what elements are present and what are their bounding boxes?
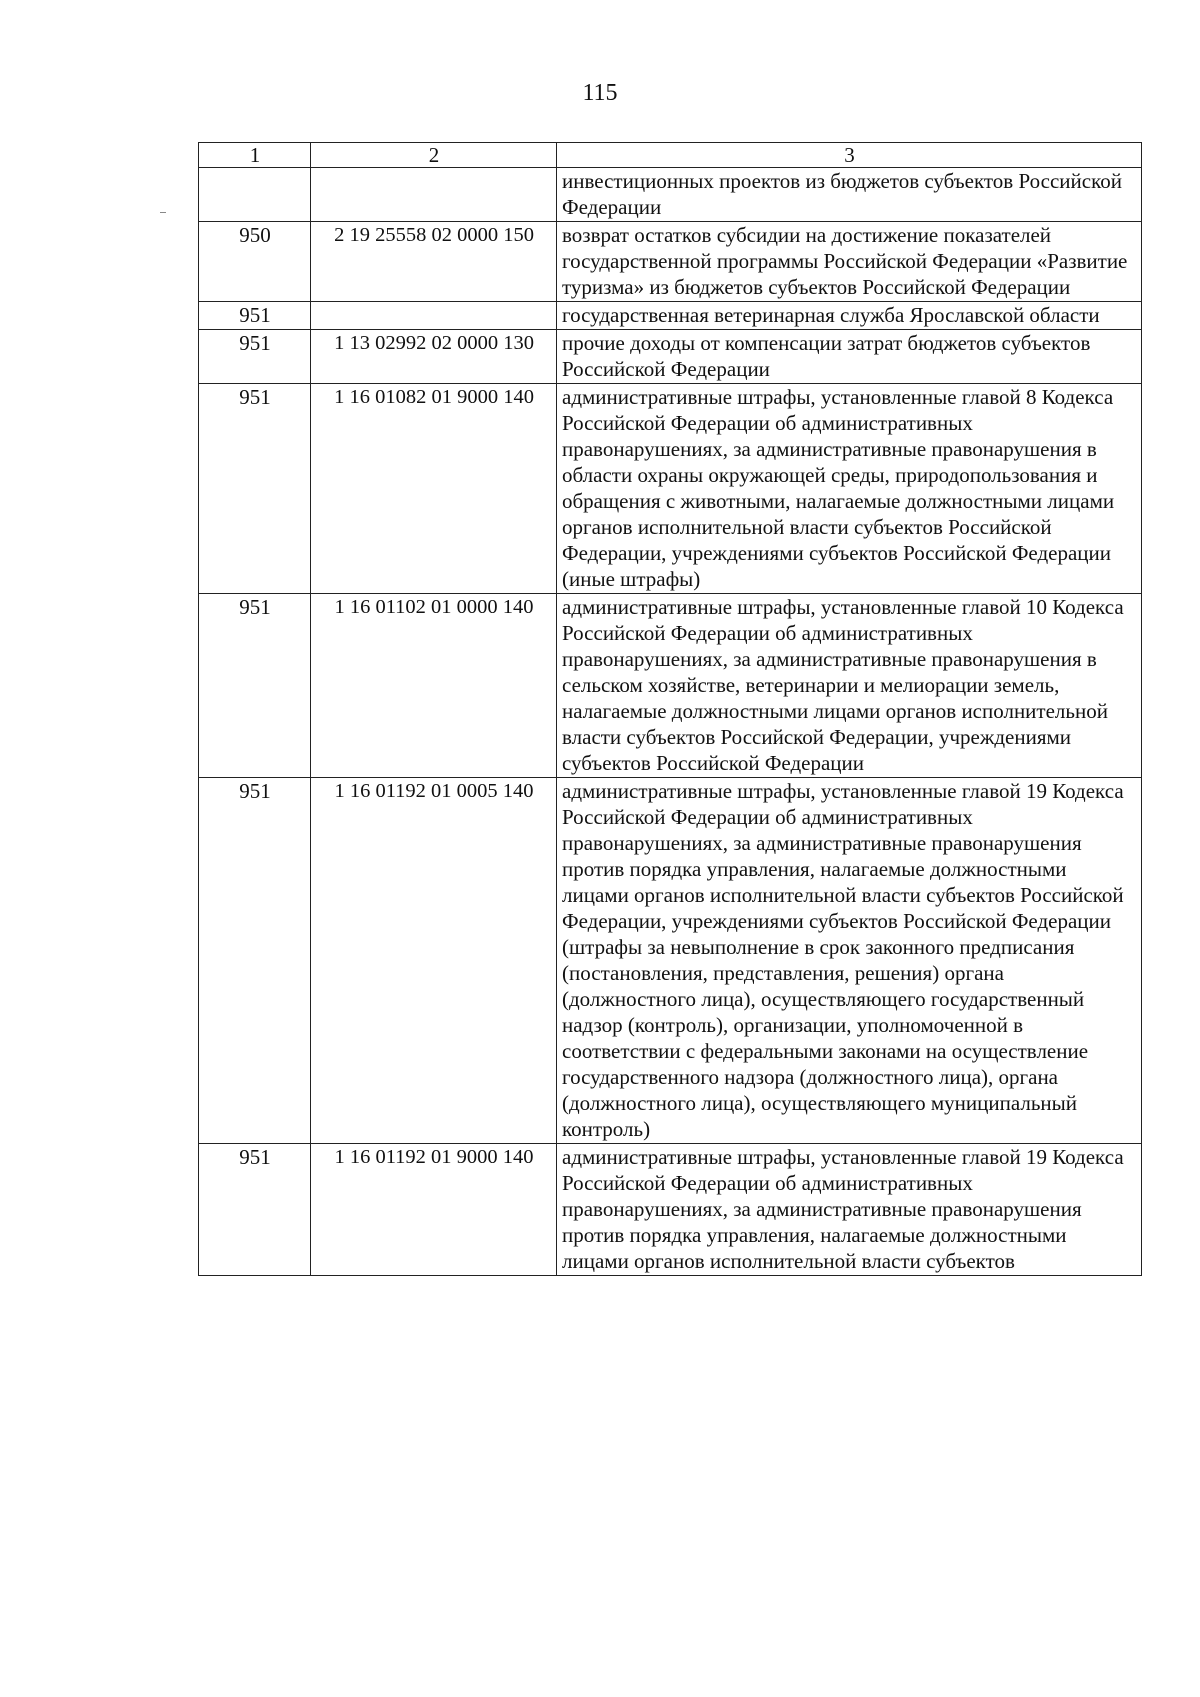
table-row: [199, 384, 1142, 594]
page-number: 115: [582, 80, 618, 106]
description-cell: административные штрафы, установленные главой 19 Кодекса Российской Федерации об административных правонарушениях, за административные правонарушения против порядка управления, налагаемые должностными лицами органов исполнительной власти субъектов Российской Федерации, учреждениями субъектов Российской Федерации (штрафы за невыполнение в срок законного предписания (постановления, представления, решения) органа (должностного лица), осуществляющего государственный надзор (контроль), организации, уполномоченной в соответствии с федеральными законами на осуществление государственного надзора (должностного лица), органа (должностного лица), осуществляющего муниципальный контроль): [557, 778, 1142, 1144]
description-cell: инвестиционных проектов из бюджетов субъектов Российской Федерации: [557, 168, 1142, 222]
income-code-cell: 1 16 01082 01 9000 140: [311, 384, 557, 594]
table-row: [199, 1144, 1142, 1276]
column-header-1: 1: [199, 143, 311, 168]
description-cell: государственная ветеринарная служба Ярославской области: [557, 302, 1142, 330]
table-header-row: [199, 143, 1142, 168]
column-header-2: 2: [311, 143, 557, 168]
admin-code-cell: 951: [199, 1144, 311, 1276]
description-cell: прочие доходы от компенсации затрат бюджетов субъектов Российской Федерации: [557, 330, 1142, 384]
admin-code-cell: 951: [199, 778, 311, 1144]
table-row: [199, 222, 1142, 302]
table-row: [199, 168, 1142, 222]
income-code-cell: [311, 168, 557, 222]
description-cell: административные штрафы, установленные главой 19 Кодекса Российской Федерации об административных правонарушениях, за административные правонарушения против порядка управления, налагаемые должностными лицами органов исполнительной власти субъектов: [557, 1144, 1142, 1276]
scan-mark: [160, 212, 166, 213]
income-code-cell: 1 16 01192 01 0005 140: [311, 778, 557, 1144]
description-cell: возврат остатков субсидии на достижение показателей государственной программы Российской Федерации «Развитие туризма» из бюджетов субъектов Российской Федерации: [557, 222, 1142, 302]
table-row: [199, 778, 1142, 1144]
description-cell: административные штрафы, установленные главой 10 Кодекса Российской Федерации об административных правонарушениях, за административные правонарушения в сельском хозяйстве, ветеринарии и мелиорации земель, налагаемые должностными лицами органов исполнительной власти субъектов Российской Федерации, учреждениями субъектов Российской Федерации: [557, 594, 1142, 778]
admin-code-cell: 951: [199, 330, 311, 384]
income-codes-table: [198, 142, 1142, 1276]
income-code-cell: [311, 302, 557, 330]
income-code-cell: 1 16 01192 01 9000 140: [311, 1144, 557, 1276]
column-header-3: 3: [557, 143, 1142, 168]
income-code-cell: 1 13 02992 02 0000 130: [311, 330, 557, 384]
admin-code-cell: 951: [199, 384, 311, 594]
income-code-cell: 1 16 01102 01 0000 140: [311, 594, 557, 778]
table-row: [199, 330, 1142, 384]
admin-code-cell: 951: [199, 302, 311, 330]
table-row: [199, 594, 1142, 778]
admin-code-cell: [199, 168, 311, 222]
admin-code-cell: 950: [199, 222, 311, 302]
income-code-cell: 2 19 25558 02 0000 150: [311, 222, 557, 302]
description-cell: административные штрафы, установленные главой 8 Кодекса Российской Федерации об административных правонарушениях, за административные правонарушения в области охраны окружающей среды, природопользования и обращения с животными, налагаемые должностными лицами органов исполнительной власти субъектов Российской Федерации, учреждениями субъектов Российской Федерации (иные штрафы): [557, 384, 1142, 594]
table-row: [199, 302, 1142, 330]
admin-code-cell: 951: [199, 594, 311, 778]
